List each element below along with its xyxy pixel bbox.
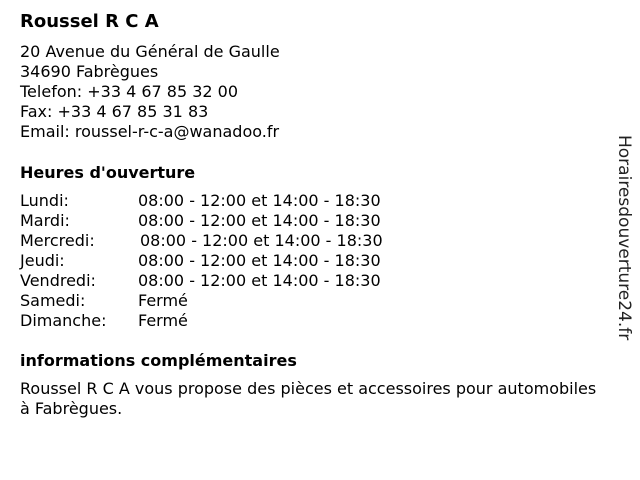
business-card xyxy=(20,10,605,419)
day-label: Samedi: xyxy=(20,291,86,310)
time-value: 08:00 - 12:00 et 14:00 - 18:30 xyxy=(138,271,381,290)
day-label: Vendredi: xyxy=(20,271,96,290)
time-value: 08:00 - 12:00 et 14:00 - 18:30 xyxy=(140,231,383,250)
extra-description: Roussel R C A vous propose des pièces et accessoires pour automobiles à Fabrègues. xyxy=(20,379,597,418)
hours-title: Heures d'ouverture xyxy=(20,163,196,182)
day-label: Mercredi: xyxy=(20,231,95,250)
city-line: 34690 Fabrègues xyxy=(20,62,159,81)
site-watermark: Horairesdouverture24.fr xyxy=(614,135,634,341)
hours-row-tuesday xyxy=(20,211,605,231)
email-line: Email: roussel-r-c-a@wanadoo.fr xyxy=(20,122,280,141)
hours-row-thursday xyxy=(20,251,605,271)
day-label: Dimanche: xyxy=(20,311,107,330)
time-value: Fermé xyxy=(138,291,188,310)
additional-info xyxy=(20,351,605,419)
hours-row-saturday xyxy=(20,291,605,311)
day-label: Mardi: xyxy=(20,211,70,230)
opening-hours xyxy=(20,163,605,331)
time-value: Fermé xyxy=(138,311,188,330)
contact-info xyxy=(20,42,605,142)
day-label: Lundi: xyxy=(20,191,69,210)
time-value: 08:00 - 12:00 et 14:00 - 18:30 xyxy=(138,211,381,230)
hours-row-wednesday xyxy=(20,231,605,251)
extra-title: informations complémentaires xyxy=(20,351,297,370)
hours-row-friday xyxy=(20,271,605,291)
address-line: 20 Avenue du Général de Gaulle xyxy=(20,42,280,61)
time-value: 08:00 - 12:00 et 14:00 - 18:30 xyxy=(138,251,381,270)
phone-line: Telefon: +33 4 67 85 32 00 xyxy=(20,82,239,101)
fax-line: Fax: +33 4 67 85 31 83 xyxy=(20,102,209,121)
business-name: Roussel R C A xyxy=(20,11,159,32)
time-value: 08:00 - 12:00 et 14:00 - 18:30 xyxy=(138,191,381,210)
day-label: Jeudi: xyxy=(20,251,65,270)
hours-row-sunday xyxy=(20,311,605,331)
hours-row-monday xyxy=(20,191,605,211)
